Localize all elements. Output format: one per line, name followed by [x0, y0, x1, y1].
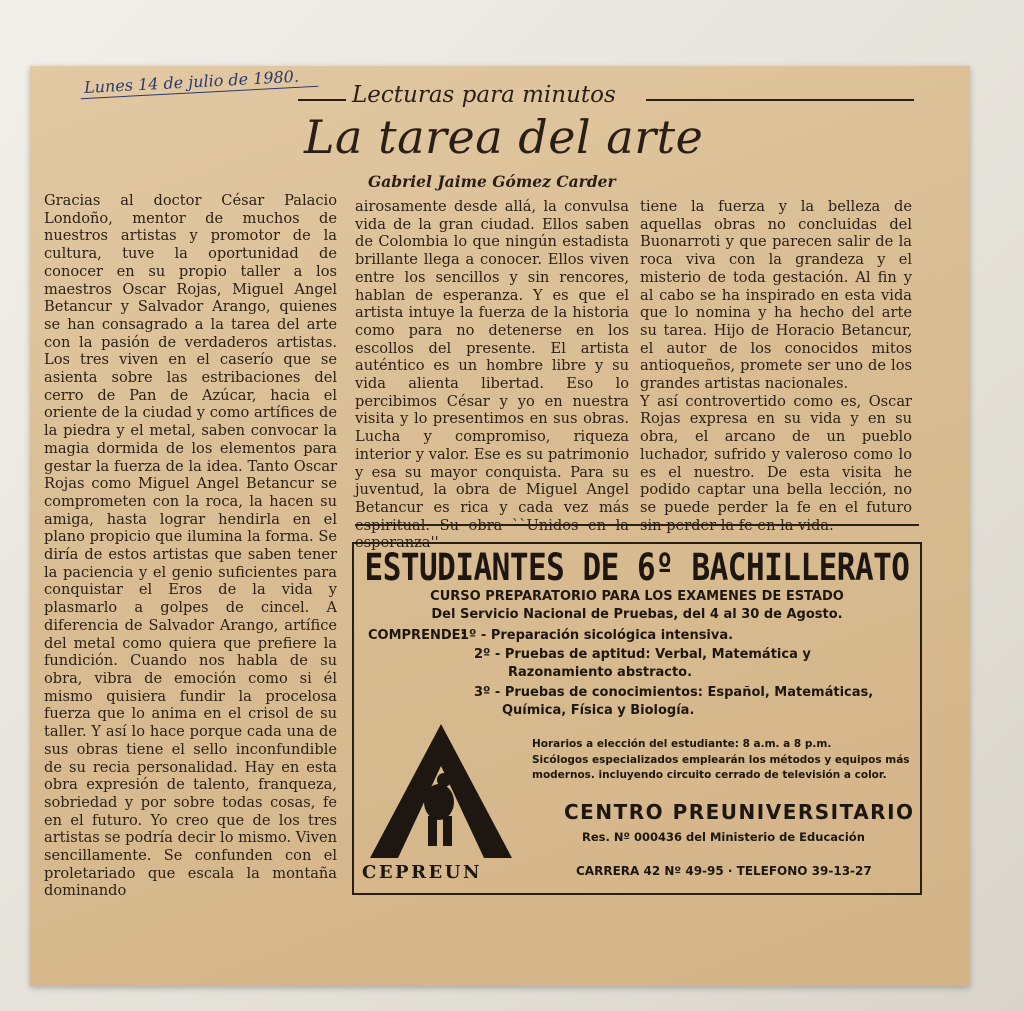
column-divider [355, 524, 919, 526]
advertisement-box [352, 542, 922, 895]
handwritten-date: Lunes 14 de julio de 1980. [80, 66, 319, 99]
ad-resolution: Res. Nº 000436 del Ministerio de Educación [582, 830, 865, 844]
article-col2-text: airosamente desde allá, la convulsa vida de la gran ciudad. Ellos saben de Colombia lo que ningún estadista brillante llega a conocer. Ellos viven entre los sencillos y sin rencores, hablan de esperanza. Y es que el artista intuye la fuerza de la historia como para no detenerse en los escollos del presente. El artista auténtico es un hombre libre y su vida alienta libertad. Eso lo percibimos César y yo en nuestra visita y lo presentimos en sus obras. Lucha y compromiso, riqueza interior y valor. Ese es su patrimonio y esa su mayor conquista. Para su juventud, la obra de Miguel Angel Betancur es rica y cada vez más esperanza'' [355, 198, 629, 552]
section-rule-right [646, 99, 914, 101]
ad-dates: Del Servicio Nacional de Pruebas, del 4 al 30 de Agosto. [431, 607, 843, 622]
article-column-1 [44, 192, 337, 900]
section-title: Lecturas para minutos [352, 82, 616, 108]
ad-title: ESTUDIANTES DE 6º BACHILLERATO [364, 546, 910, 590]
section-rule-left [298, 99, 346, 101]
article-col1-text: Gracias al doctor César Palacio Londoño, mentor de muchos de nuestros artistas y promotor de la cultura, tuve la oportunidad de conocer en su propio taller a los maestros Oscar Rojas, Miguel Angel Betancur y Salvador Arango, quienes se han consagrado a la tarea del arte con la pasión de verdaderos artistas. Los tres viven en el caserío que se asienta sobre las estribaciones del cerro de Pan de Azúcar, hacia el oriente de la ciudad y como artífices de la piedra y el metal, saben convocar la magia dormida de los elementos para gestar la fuerza de la idea. Tanto Oscar Rojas como Miguel Angel Betancur se comprometen con la roca, la hacen su amiga, hasta lograr hendirla en el plano propicio que ilumina la forma. Se diría de estos artistas que saben tener la paciencia y el genio suficientes para conquistar el Eros de la vida y plasmarlo a golpes de cincel. A diferencia de Salvador Arango, artífice del metal como quiera que prefiere la fundición. Cuando nos habla de su obra, vibra de emoción como si él mismo quisiera fundir la procelosa fuerza que lo anima en el crisol de su taller. Y así lo hace porque cada una de sus obras tiene el sello inconfundible de su recia personalidad. Hay en esta obra expresión de talento, franqueza, sobriedad y por sobre todas cosas, fe en el futuro. Yo creo que de los tres artistas se podría decir lo mismo. Viven sencillamente. Se confunden con el proletariado que escala la montaña dominando [44, 192, 338, 900]
article-column-2 [355, 198, 629, 552]
byline: Gabriel Jaime Gómez Carder [368, 172, 616, 191]
article-col3-paragraph-1: tiene la fuerza y la belleza de aquellas obras no concluidas del Buonarroti y que parecen salir de la roca viva con la grandeza y el misterio de toda gestación. Al fin y al cabo se ha inspirado en esta vida que lo nomina y ha hecho del arte su tarea. Hijo de Horacio Betancur, el autor de los conocidos mitos antioqueños, promete ser uno de los grandes artistas nacionales. [640, 198, 912, 393]
ad-subtitle: CURSO PREPARATORIO PARA LOS EXAMENES DE ESTADO [430, 589, 844, 604]
ad-hours: Horarios a elección del estudiante: 8 a.m. a 8 p.m. [532, 738, 832, 750]
newspaper-clipping [30, 66, 970, 986]
logo-text: CEPREUN [362, 862, 482, 883]
ad-item-3b: Química, Física y Biología. [502, 703, 695, 718]
article-column-3 [640, 198, 912, 534]
ad-methods-line-2: modernos. incluyendo circuito cerrado de televisión a color. [532, 769, 887, 781]
ad-address: CARRERA 42 Nº 49-95 · TELEFONO 39-13-27 [576, 864, 872, 878]
headline: La tarea del arte [304, 110, 704, 164]
ad-methods-line-1: Sicólogos especializados emplearán los métodos y equipos más [532, 754, 910, 766]
ad-item-1: 1º - Preparación sicológica intensiva. [460, 628, 734, 643]
cepreun-logo-icon [366, 720, 516, 860]
ad-item-2a: 2º - Pruebas de aptitud: Verbal, Matemática y [474, 647, 811, 662]
ad-center-name: CENTRO PREUNIVERSITARIO [564, 800, 915, 824]
ad-comprende-label: COMPRENDE: [368, 628, 466, 643]
article-col3-paragraph-2: Y así controvertido como es, Oscar Rojas expresa en su vida y en su obra, el arcano de un pueblo luchador, sufrido y valeroso como lo es el nuestro. De esta visita he podido captar una bella lección, no se puede perder la fe en el futuro [640, 392, 912, 516]
ad-item-2b: Razonamiento abstracto. [508, 665, 693, 680]
ad-item-3a: 3º - Pruebas de conocimientos: Español, Matemáticas, [474, 685, 874, 700]
